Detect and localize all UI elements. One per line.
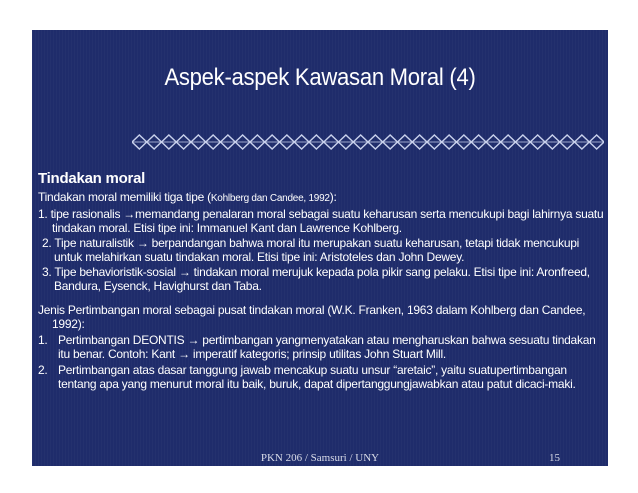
intro-paragraph bbox=[38, 190, 604, 206]
judgement-1-prefix: Pertimbangan DEONTIS bbox=[58, 333, 188, 347]
section-heading: Tindakan moral bbox=[38, 170, 146, 187]
type-item-3 bbox=[38, 265, 604, 293]
judgement-1-text2: imperatif kategoris; prinsip utilitas John Stuart Mill. bbox=[189, 347, 446, 361]
judgement-text-1 bbox=[58, 333, 604, 361]
type-item-2 bbox=[38, 236, 604, 264]
type-2-text: berpandangan bahwa moral itu merupakan suatu keharusan, tetapi tidak mencukupi untuk melahirkan suatu tindakan moral. Etisi tipe ini: Aristoteles dan John Dewey. bbox=[54, 236, 580, 264]
slide-footer bbox=[32, 452, 608, 466]
arrow-icon: → bbox=[136, 236, 149, 250]
type-3-prefix: 3. Tipe behavioristik-sosial bbox=[42, 265, 179, 279]
page-number: 15 bbox=[549, 452, 560, 464]
type-item-1 bbox=[38, 207, 604, 235]
footer-course: PKN 206 / Samsuri / UNY bbox=[260, 452, 380, 464]
judgement-intro: Jenis Pertimbangan moral sebagai pusat tindakan moral (W.K. Franken, 1963 dalam Kohlberg dan Candee, 1992): bbox=[38, 303, 586, 331]
type-1-prefix: 1. tipe rasionalis bbox=[38, 207, 124, 221]
type-1-text: memandang penalaran moral sebagai suatu keharusan serta mencukupi bagi lahirnya suatu tindakan moral. Etisi tipe ini: Immanuel Kant dan Lawrence Kohlberg. bbox=[52, 207, 604, 235]
judgement-number-2: 2. bbox=[38, 363, 48, 377]
intro-citation: Kohlberg dan Candee, 1992 bbox=[210, 193, 330, 204]
intro-close: ): bbox=[329, 190, 337, 204]
type-3-text: tindakan moral merujuk kepada pola pikir sang pelaku. Etisi tipe ini: Aronfreed, Bandura, Eysenck, Havighurst dan Taba. bbox=[54, 265, 590, 293]
arrow-icon: → bbox=[123, 207, 136, 221]
arrow-icon: → bbox=[178, 347, 190, 361]
type-2-prefix: 2. Tipe naturalistik bbox=[42, 236, 137, 250]
judgement-text-2: Pertimbangan atas dasar tanggung jawab mencakup suatu unsur “aretaic”, yaitu suatupertimbangan tentang apa yang menurut moral itu baik, buruk, dapat dipertanggungjawabkan atau patut dicaci-maki. bbox=[58, 363, 576, 391]
judgement-item-2 bbox=[38, 363, 604, 391]
slide bbox=[32, 30, 608, 466]
slide-title: Aspek-aspek Kawasan Moral (4) bbox=[164, 64, 476, 91]
arrow-icon: → bbox=[178, 265, 191, 279]
judgement-item-1 bbox=[38, 333, 604, 361]
diamond-divider bbox=[132, 134, 604, 150]
judgement-number-1: 1. bbox=[38, 333, 48, 347]
slide-content bbox=[38, 170, 604, 391]
arrow-icon: → bbox=[187, 333, 200, 347]
judgement-1-text: pertimbangan yangmenyatakan atau mengharuskan bahwa sesuatu tindakan itu benar. Contoh: Kant bbox=[58, 333, 596, 361]
intro-text: Tindakan moral memiliki tiga tipe ( bbox=[38, 190, 211, 204]
